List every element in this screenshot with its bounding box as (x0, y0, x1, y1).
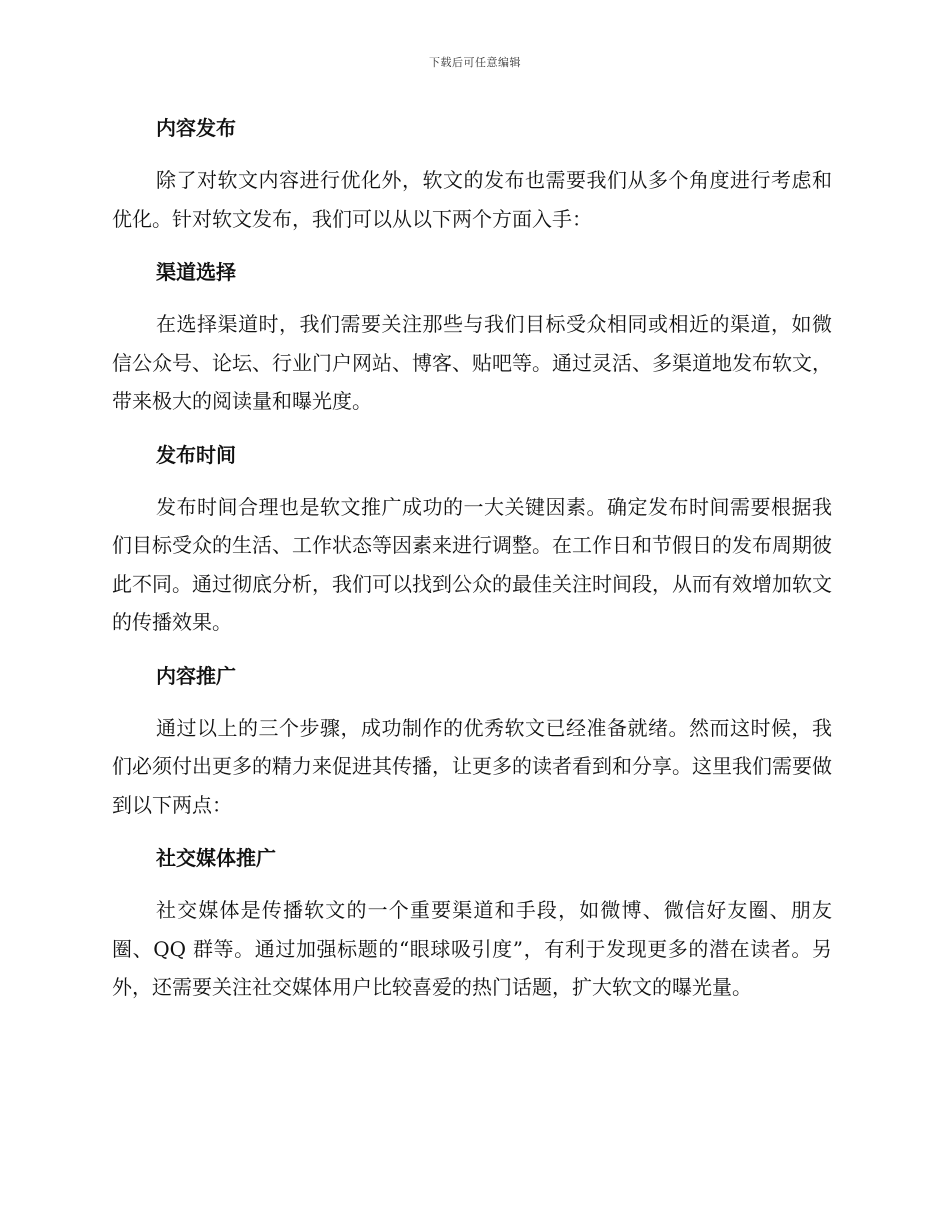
page-header: 下载后可任意编辑 (429, 56, 521, 69)
section-paragraph-channel-selection: 在选择渠道时，我们需要关注那些与我们目标受众相同或相近的渠道，如微信公众号、论坛、行业门户网站、博客、贴吧等。通过灵活、多渠道地发布软文，带来极大的阅读量和曝光度。 (112, 312, 832, 413)
section-heading-content-publishing: 内容发布 (156, 116, 236, 140)
section-heading-social-media: 社交媒体推广 (156, 846, 276, 870)
section-paragraph-social-media: 社交媒体是传播软文的一个重要渠道和手段，如微博、微信好友圈、朋友圈、QQ 群等。通过加强标题的“眼球吸引度”，有利于发现更多的潜在读者。另外，还需要关注社交媒体用户比较喜爱的热门话题，扩大软文的曝光量。 (112, 898, 832, 999)
document-body (112, 108, 832, 1021)
section-heading-content-promotion: 内容推广 (156, 663, 236, 688)
section-paragraph-content-promotion: 通过以上的三个步骤，成功制作的优秀软文已经准备就绪。然而这时候，我们必须付出更多的精力来促进其传播，让更多的读者看到和分享。这里我们需要做到以下两点： (112, 715, 832, 817)
section-heading-channel-selection: 渠道选择 (156, 260, 236, 284)
section-heading-publish-time: 发布时间 (156, 442, 236, 467)
section-paragraph-content-publishing: 除了对软文内容进行优化外，软文的发布也需要我们从多个角度进行考虑和优化。针对软文发布，我们可以从以下两个方面入手： (112, 168, 832, 231)
section-paragraph-publish-time: 发布时间合理也是软文推广成功的一大关键因素。确定发布时间需要根据我们目标受众的生活、工作状态等因素来进行调整。在工作日和节假日的发布周期彼此不同。通过彻底分析，我们可以找到公众的最佳关注时间段，从而有效增加软文的传播效果。 (112, 494, 832, 634)
